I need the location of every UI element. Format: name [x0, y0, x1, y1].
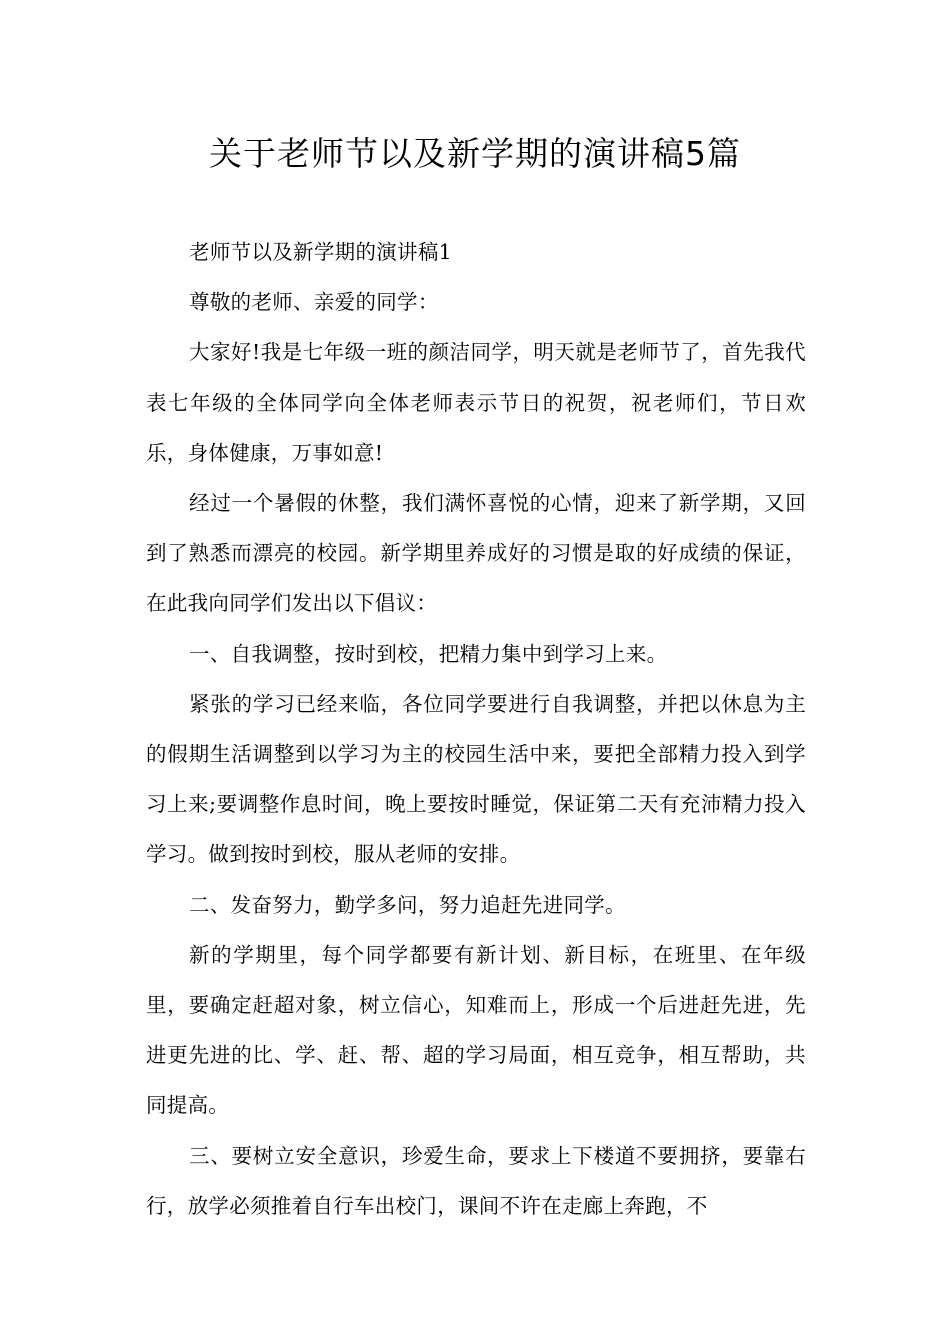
paragraph: 紧张的学习已经来临，各位同学要进行自我调整，并把以休息为主的假期生活调整到以学习为主的校园生活中来，要把全部精力投入到学习上来;要调整作息时间，晚上要按时睡觉，保证第二天有充沛精力投入学习。做到按时到校，服从老师的安排。: [146, 691, 806, 867]
document-body: [146, 227, 806, 1231]
paragraph: 二、发奋努力，勤学多问，努力追赶先进同学。: [189, 892, 626, 917]
paragraph: 老师节以及新学期的演讲稿1: [189, 240, 452, 264]
document-title: 关于老师节以及新学期的演讲稿5篇: [209, 134, 741, 173]
paragraph: 三、要树立安全意识，珍爱生命，要求上下楼道不要拥挤，要靠右行，放学必须推着自行车出校门，课间不许在走廊上奔跑，不: [146, 1143, 806, 1218]
paragraph: 新的学期里，每个同学都要有新计划、新目标，在班里、在年级里，要确定赶超对象，树立信心，知难而上，形成一个后进赶先进，先进更先进的比、学、赶、帮、超的学习局面，相互竞争，相互帮助，共同提高。: [146, 942, 806, 1118]
paragraph: 大家好!我是七年级一班的颜洁同学，明天就是老师节了，首先我代表七年级的全体同学向全体老师表示节日的祝贺，祝老师们，节日欢乐，身体健康，万事如意!: [146, 340, 806, 465]
paragraph: 一、自我调整，按时到校，把精力集中到学习上来。: [189, 641, 668, 666]
paragraph: 尊敬的老师、亲爱的同学：: [189, 290, 439, 315]
paragraph: 经过一个暑假的休整，我们满怀喜悦的心情，迎来了新学期，又回到了熟悉而漂亮的校园。新学期里养成好的习惯是取的好成绩的保证，在此我向同学们发出以下倡议：: [146, 491, 806, 616]
